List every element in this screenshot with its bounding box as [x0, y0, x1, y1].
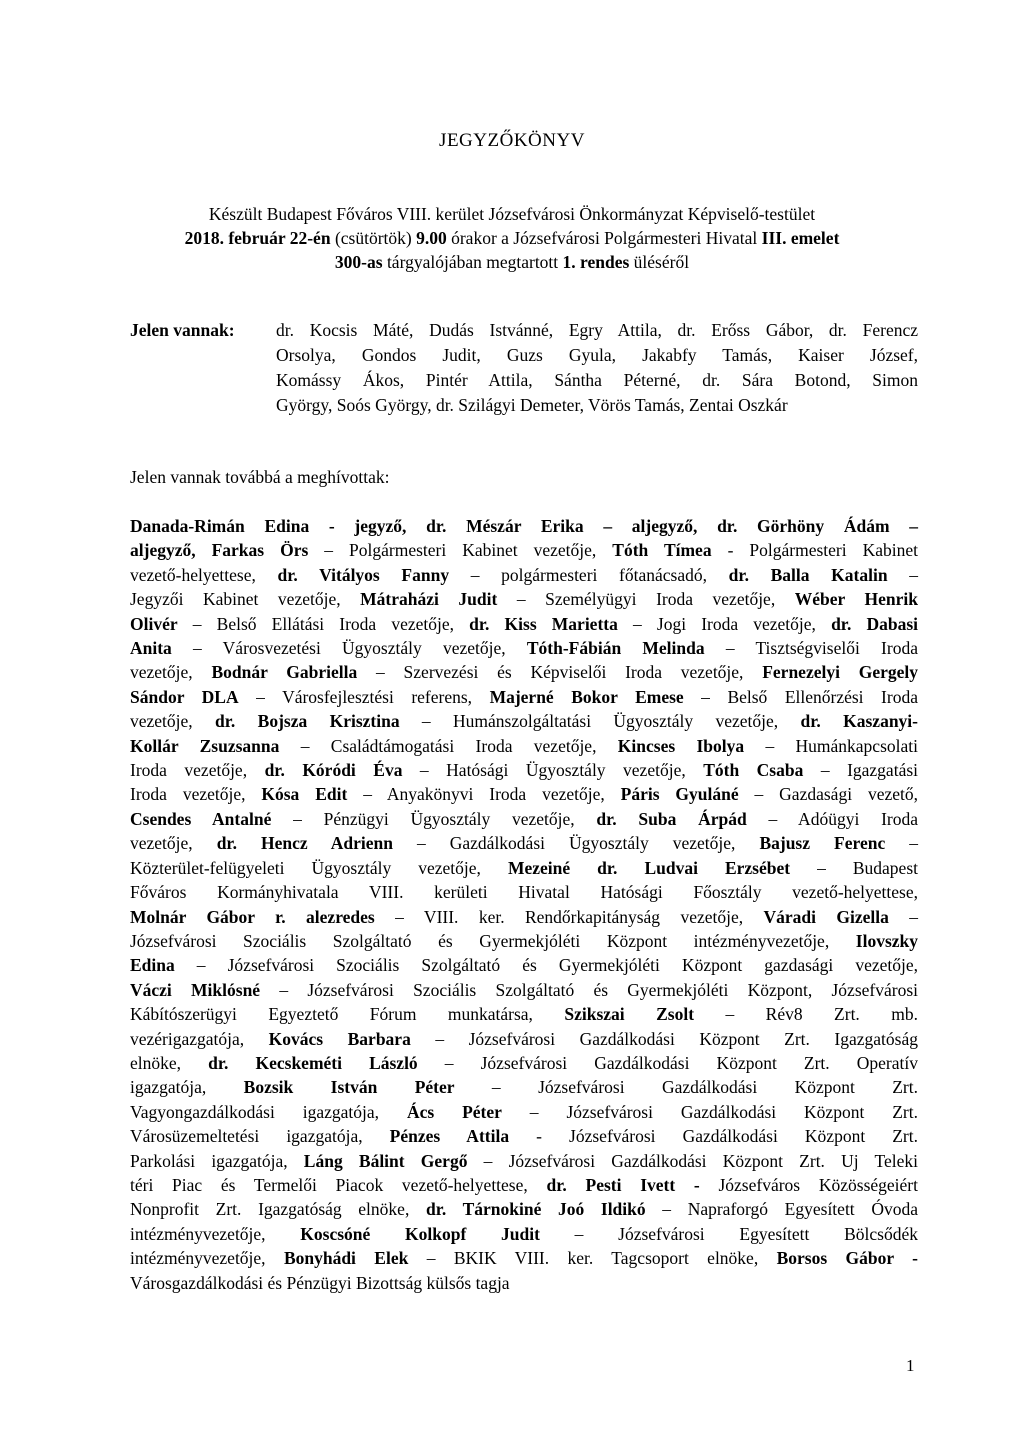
invitee-name: Pénzes Attila [389, 1126, 510, 1147]
invited-label: Jelen vannak továbbá a meghívottak: [130, 467, 390, 487]
invited-line [130, 1149, 918, 1173]
invitee-name: Ács Péter [406, 1101, 502, 1122]
invitee-name: Mezeiné dr. Ludvai Erzsébet [507, 857, 791, 878]
invited-line [130, 953, 918, 977]
invited-line [130, 1002, 918, 1026]
invitee-role: – Humánkapcsolati [744, 735, 918, 756]
page-number: 1 [906, 1356, 915, 1375]
invitee-role: Parkolási igazgatója, [130, 1150, 304, 1171]
invitee-role: – Józsefvárosi Egyesített Bölcsődék [539, 1223, 918, 1244]
invited-line [130, 758, 918, 782]
present-members-list [276, 318, 918, 418]
invited-line [130, 709, 918, 733]
invitee-name: Tóth Tímea [612, 540, 712, 561]
invitee-name: dr. Bojsza Krisztina [215, 711, 400, 732]
invitee-role: Városüzemeltetési igazgatója, [130, 1126, 390, 1147]
invited-line [130, 1197, 918, 1221]
invitee-name: dr. Kaszanyi- [800, 711, 918, 732]
intro-line: Készült Budapest Főváros VIII. kerület Józsefvárosi Önkormányzat Képviselő-testület [208, 204, 816, 224]
invited-line [130, 978, 918, 1002]
invited-line [130, 1051, 918, 1075]
invitee-name: Mátraházi Judit [360, 589, 498, 610]
invitee-role: - Józsefvárosi Gazdálkodási Központ Zrt. [509, 1126, 919, 1147]
invitee-name: Danada-Rimán Edina - jegyző, dr. Mészár Erika – aljegyző, dr. Görhöny Ádám – [130, 516, 918, 536]
invitee-role: – Személyügyi Iroda vezetője, [497, 589, 795, 610]
invitee-role: – [885, 833, 918, 854]
invitee-name: Olivér [130, 613, 178, 634]
invitee-role: vezetője, [130, 662, 212, 683]
invitee-name: dr. Kecskeméti László [208, 1052, 418, 1073]
intro-paragraph [130, 202, 894, 274]
present-line: Komássy Ákos, Pintér Attila, Sántha Péterné, dr. Sára Botond, Simon [276, 370, 918, 390]
invitee-name: Csendes Antalné [130, 808, 272, 829]
invited-line [130, 538, 918, 562]
present-line: dr. Kocsis Máté, Dudás Istvánné, Egry Attila, dr. Erőss Gábor, dr. Ferencz [276, 320, 918, 340]
invitee-role: – Anyakönyvi Iroda vezetője, [347, 784, 621, 805]
invitee-role: - Polgármesteri Kabinet [711, 540, 918, 561]
invitee-role: – Józsefvárosi Gazdálkodási Központ Zrt. [454, 1077, 918, 1098]
invitee-role: – Szervezési és Képviselői Iroda vezetője, [357, 662, 763, 683]
invitee-role: vezető-helyettese, [130, 564, 278, 585]
invitee-role: – Józsefvárosi Szociális Szolgáltató és Gyermekjóléti Központ gazdasági vezetője, [174, 955, 918, 976]
invitee-role: vezetője, [130, 711, 216, 732]
intro-line: 2018. február 22-én (csütörtök) 9.00 órakor a Józsefvárosi Polgármesteri Hivatal III. emelet [184, 228, 840, 248]
invited-line [130, 905, 918, 929]
invitee-role: – [887, 564, 918, 585]
invited-line [130, 1222, 918, 1246]
invitee-name: dr. Vitályos Fanny [277, 564, 450, 585]
invitee-role: – Józsefvárosi Gazdálkodási Központ Zrt. Igazgatóság [410, 1028, 918, 1049]
invited-line [130, 929, 918, 953]
invitee-role: Iroda vezetője, [130, 760, 265, 781]
invited-line [130, 1246, 918, 1270]
invitee-name: dr. Tárnokiné Joó Ildikó [425, 1199, 646, 1220]
invited-line [130, 612, 918, 636]
invitee-name: Kollár Zsuzsanna [130, 735, 280, 756]
invitee-name: Edina [130, 955, 175, 976]
invitee-role: – Hatósági Ügyosztály vezetője, [402, 760, 704, 781]
invitee-role: – Polgármesteri Kabinet vezetője, [308, 540, 613, 561]
invitee-name: Tóth Csaba [703, 760, 804, 781]
invitee-name: Szikszai Zsolt [564, 1004, 695, 1025]
invitee-name: Ilovszky [855, 930, 918, 951]
invitee-role: – Belső Ellátási Iroda vezetője, [177, 613, 470, 634]
invited-line [130, 563, 918, 587]
invitee-role: Városgazdálkodási és Pénzügyi Bizottság külsős tagja [130, 1272, 510, 1293]
invitee-name: Bonyhádi Elek [283, 1248, 409, 1269]
invitee-name: Anita [130, 638, 172, 659]
invitee-role: – Belső Ellenőrzési Iroda [683, 686, 918, 707]
invitee-role: elnöke, [130, 1052, 209, 1073]
invitee-role: téri Piac és Termelői Piacok vezető-helyettese, [130, 1174, 547, 1195]
invitee-role: Közterület-felügyeleti Ügyosztály vezetője, [130, 857, 508, 878]
invitee-role: Józsefvárosi Szociális Szolgáltató és Gyermekjóléti Központ intézményvezetője, [130, 930, 856, 951]
invitee-name: dr. Balla Katalin [728, 564, 888, 585]
invited-line [130, 685, 918, 709]
present-label: Jelen vannak: [130, 320, 235, 340]
invited-line [130, 734, 918, 758]
invitee-role: Iroda vezetője, [130, 784, 262, 805]
invitee-name: Láng Bálint Gergő [303, 1150, 468, 1171]
invitee-role: – Családtámogatási Iroda vezetője, [279, 735, 618, 756]
invitee-name: Kovács Barbara [268, 1028, 411, 1049]
invitee-role: igazgatója, [130, 1077, 244, 1098]
invited-line [130, 1100, 918, 1124]
invitee-name: Bodnár Gabriella [211, 662, 358, 683]
invitee-name: Bajusz Ferenc [759, 833, 886, 854]
invitee-role: intézményvezetője, [130, 1248, 284, 1269]
invited-line [130, 880, 918, 904]
invitee-name: Sándor DLA [130, 686, 239, 707]
invitee-role: Főváros Kormányhivatala VIII. kerületi Hivatal Hatósági Főosztály vezető-helyettese, [130, 882, 918, 903]
invitee-name: dr. Hencz Adrienn [216, 833, 393, 854]
invited-line [130, 856, 918, 880]
invitee-role: – Városfejlesztési referens, [238, 686, 490, 707]
invitee-role: – Adóügyi Iroda [746, 808, 918, 829]
invitee-role: – Józsefvárosi Gazdálkodási Központ Zrt. Uj Teleki [467, 1150, 918, 1171]
invited-list [130, 514, 918, 1295]
invited-line [130, 1124, 918, 1148]
invitee-role: – Józsefvárosi Szociális Szolgáltató és Gyermekjóléti Központ, Józsefvárosi [260, 979, 918, 1000]
invited-line [130, 660, 918, 684]
present-line: Orsolya, Gondos Judit, Guzs Gyula, Jakabfy Tamás, Kaiser József, [276, 345, 918, 365]
invitee-name: Molnár Gábor r. alezredes [130, 906, 375, 927]
invitee-role: vezetője, [130, 833, 217, 854]
invited-line [130, 782, 918, 806]
invitee-role: – Gazdasági vezető, [738, 784, 918, 805]
invitee-role: – BKIK VIII. ker. Tagcsoport elnöke, [408, 1248, 777, 1269]
invitee-role: – Pénzügyi Ügyosztály vezetője, [271, 808, 597, 829]
invited-line [130, 1271, 918, 1295]
document-title: JEGYZŐKÖNYV [439, 130, 585, 151]
invited-line [130, 831, 918, 855]
invitee-role: – Napraforgó Egyesített Óvoda [645, 1199, 918, 1220]
invitee-role: – Gazdálkodási Ügyosztály vezetője, [392, 833, 760, 854]
invited-line [130, 587, 918, 611]
invitee-name: Váczi Miklósné [130, 979, 261, 1000]
invited-line [130, 1027, 918, 1051]
invitee-role: – Igazgatási [803, 760, 919, 781]
invitee-role: – Rév8 Zrt. mb. [694, 1004, 918, 1025]
invitee-name: Kósa Edit [261, 784, 348, 805]
invitee-name: dr. Pesti Ivett - [546, 1174, 700, 1195]
invitee-role: Jegyzői Kabinet vezetője, [130, 589, 361, 610]
invitee-name: Váradi Gizella [763, 906, 889, 927]
invitee-role: – Humánszolgáltatási Ügyosztály vezetője, [399, 711, 801, 732]
invitee-role: – Józsefvárosi Gazdálkodási Központ Zrt. Operatív [417, 1052, 918, 1073]
invitee-name: Fernezelyi Gergely [762, 662, 918, 683]
invitee-name: Borsos Gábor - [776, 1248, 918, 1269]
invitee-role: – Jogi Iroda vezetője, [617, 613, 832, 634]
invitee-name: dr. Dabasi [831, 613, 919, 634]
invitee-name: dr. Suba Árpád [596, 808, 747, 829]
invitee-name: Kincses Ibolya [617, 735, 745, 756]
invitee-role: Józsefváros Közösségeiért [699, 1174, 918, 1195]
invitee-name: Páris Gyuláné [620, 784, 739, 805]
invitee-role: intézményvezetője, [130, 1223, 301, 1244]
invitee-role: – Budapest [790, 857, 918, 878]
invitee-role: – [888, 906, 919, 927]
invitee-name: Wéber Henrik [794, 589, 918, 610]
invitee-role: – VIII. ker. Rendőrkapitányság vezetője, [374, 906, 764, 927]
invitee-role: Kábítószerügyi Egyeztető Fórum munkatársa, [130, 1004, 565, 1025]
present-line: György, Soós György, dr. Szilágyi Demeter, Vörös Tamás, Zentai Oszkár [276, 395, 788, 415]
invitee-role: – Városvezetési Ügyosztály vezetője, [171, 638, 527, 659]
invited-line [130, 636, 918, 660]
invitee-name: dr. Kiss Marietta [469, 613, 618, 634]
intro-line: 300-as tárgyalójában megtartott 1. rendes üléséről [334, 252, 690, 272]
invitee-role: Vagyongazdálkodási igazgatója, [130, 1101, 407, 1122]
invited-line [130, 514, 918, 538]
invited-line [130, 807, 918, 831]
invitee-role: – Tisztségviselői Iroda [704, 638, 918, 659]
invitee-role: – polgármesteri főtanácsadó, [449, 564, 729, 585]
invitee-name: Bozsik István Péter [243, 1077, 455, 1098]
invited-line [130, 1173, 918, 1197]
invitee-name: Majerné Bokor Emese [489, 686, 684, 707]
invitee-role: Nonprofit Zrt. Igazgatóság elnöke, [130, 1199, 426, 1220]
invited-line [130, 1075, 918, 1099]
invitee-name: aljegyző, Farkas Örs [130, 540, 309, 561]
invitee-name: Tóth-Fábián Melinda [526, 638, 705, 659]
invitee-role: vezérigazgatója, [130, 1028, 269, 1049]
invitee-name: dr. Kóródi Éva [264, 760, 403, 781]
invitee-name: Koscsóné Kolkopf Judit [300, 1223, 540, 1244]
invitee-role: – Józsefvárosi Gazdálkodási Központ Zrt. [501, 1101, 918, 1122]
